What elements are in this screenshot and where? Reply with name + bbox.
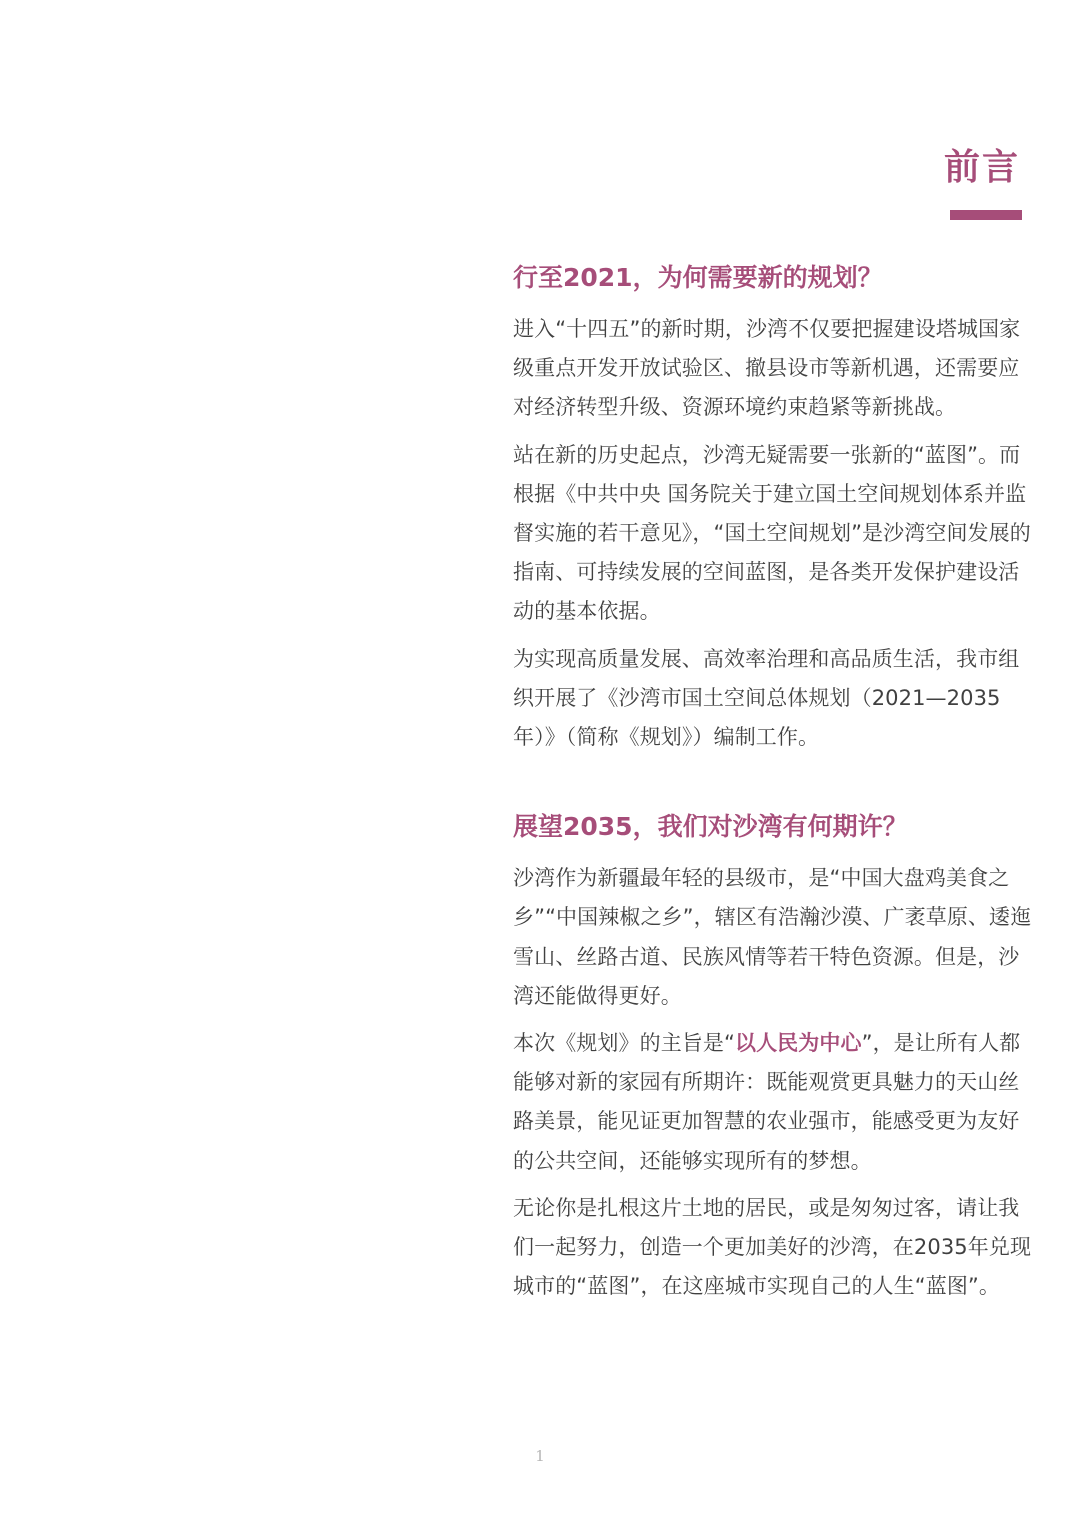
paragraph: 进入“十四五”的新时期，沙湾不仅要把握建设塔城国家级重点开发开放试验区、撤县设市等新机遇，还需要应对经济转型升级、资源环境约束趋紧等新挑战。 (513, 317, 1021, 420)
paragraph-text: 本次《规划》的主旨是“ (513, 1031, 735, 1056)
page-number: 1 (535, 1447, 545, 1465)
paragraph: 为实现高质量发展、高效率治理和高品质生活，我市组织开展了《沙湾市国土空间总体规划（2021—2035年）》（简称《规划》）编制工作。 (513, 646, 1020, 750)
highlight-text: 以人民为中心 (734, 1031, 862, 1056)
paragraph: 无论你是扎根这片土地的居民，或是匆匆过客，请让我们一起努力，创造一个更加美好的沙湾，在2035年兑现城市的“蓝图”，在这座城市实现自己的人生“蓝图”。 (513, 1195, 1032, 1299)
section-vision-2035 (513, 811, 1038, 1306)
paragraph: 站在新的历史起点，沙湾无疑需要一张新的“蓝图”。而根据《中共中央 国务院关于建立国土空间规划体系并监督实施的若干意见》，“国土空间规划”是沙湾空间发展的指南、可持续发展的空间蓝图，是各类开发保护建设活动的基本依据。 (513, 442, 1031, 624)
paragraph-with-highlight (513, 1024, 1038, 1181)
section-heading: 展望2035，我们对沙湾有何期许？ (513, 812, 908, 842)
article-body (513, 262, 1038, 1306)
section-why-new-plan (513, 262, 1038, 757)
paragraph: 沙湾作为新疆最年轻的县级市，是“中国大盘鸡美食之乡”“中国辣椒之乡”，辖区有浩瀚沙漠、广袤草原、逶迤雪山、丝路古道、民族风情等若干特色资源。但是，沙湾还能做得更好。 (513, 866, 1032, 1008)
page-title: 前言 (943, 147, 1020, 188)
section-heading: 行至2021，为何需要新的规划？ (513, 263, 883, 292)
paragraph-text: ”，是让所有人都能够对新的家园有所期许：既能观赏更具魅力的天山丝路美景，能见证更加智慧的农业强市，能感受更为友好的公共空间，还能够实现所有的梦想。 (513, 1031, 1021, 1173)
title-underline-bar (950, 210, 1022, 220)
